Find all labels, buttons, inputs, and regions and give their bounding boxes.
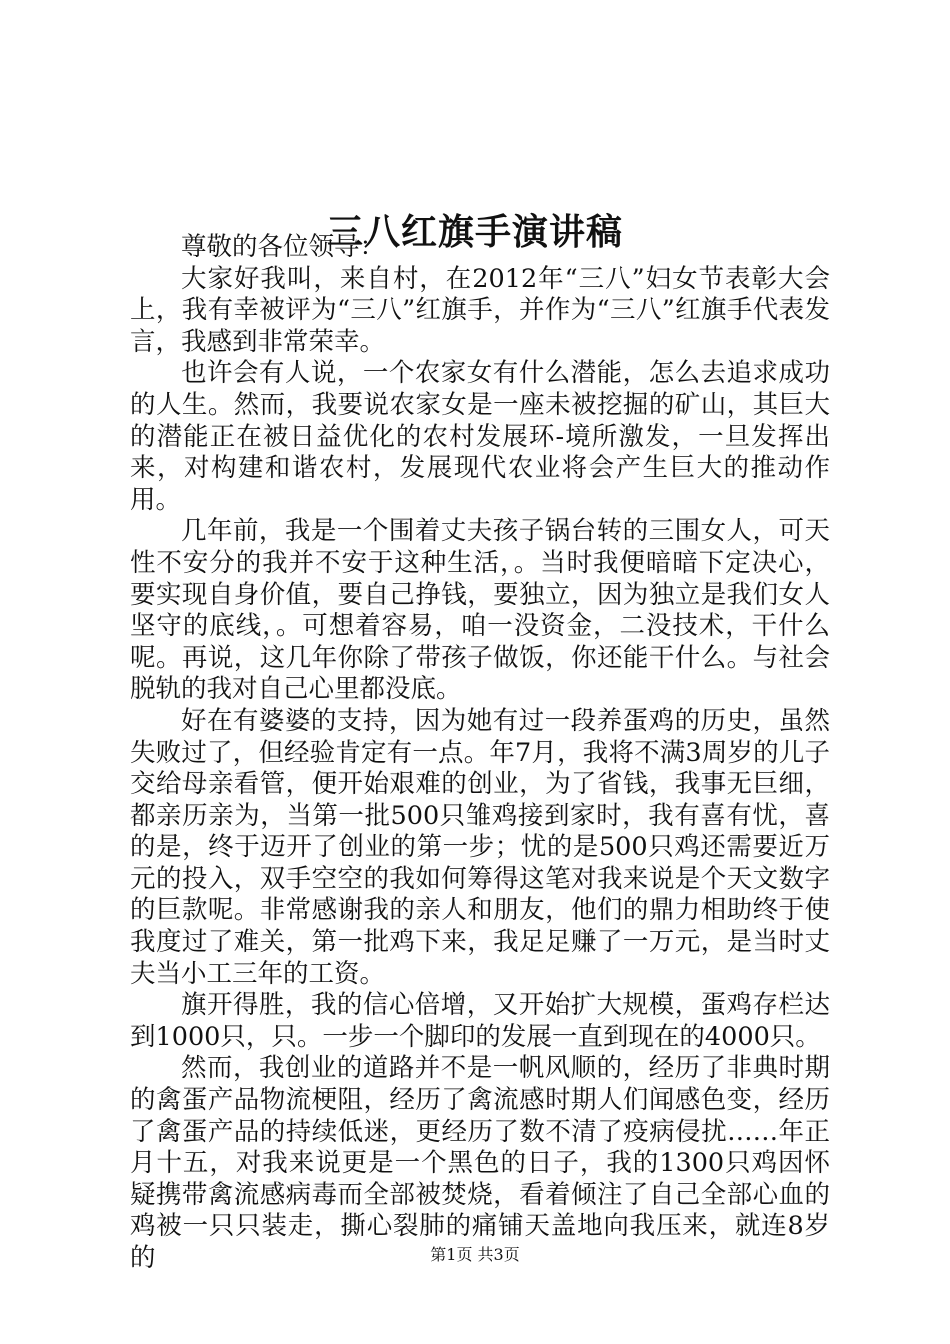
salutation: 尊敬的各位领导： [181, 232, 386, 262]
paragraph: 然而，我创业的道路并不是一帆风顺的，经历了非典时期的禽蛋产品物流梗阻，经历了禽流感时期人们闻感色变，经历了禽蛋产品的持续低迷，更经历了数不清了疫病侵扰……年正月十五，对我来说更是一个黑色的日子，我的1300只鸡因怀疑携带禽流感病毒而全部被焚烧，看着倾注了自己全部心血的鸡被一只只装走，撕心裂肺的痛铺天盖地向我压来，就连8岁的 [130, 1053, 830, 1273]
paragraph: 好在有婆婆的支持，因为她有过一段养蛋鸡的历史，虽然失败过了，但经验肯定有一点。年7月，我将不满3周岁的儿子交给母亲看管，便开始艰难的创业，为了省钱，我事无巨细，都亲历亲为，当第一批500只雏鸡接到家时，我有喜有忧，喜的是，终于迈开了创业的第一步；忧的是500只鸡还需要近万元的投入，双手空空的我如何筹得这笔对我来说是个天文数字的巨款呢。非常感谢我的亲人和朋友，他们的鼎力相助终于使我度过了难关，第一批鸡下来，我足足赚了一万元，是当时丈夫当小工三年的工资。 [130, 705, 830, 989]
paragraph: 大家好我叫，来自村，在2012年“三八”妇女节表彰大会上，我有幸被评为“三八”红旗手，并作为“三八”红旗手代表发言，我感到非常荣幸。 [130, 263, 830, 357]
paragraph: 也许会有人说，一个农家女有什么潜能，怎么去追求成功的人生。然而，我要说农家女是一座未被挖掘的矿山，其巨大的潜能正在被日益优化的农村发展环-境所激发，一旦发挥出来，对构建和谐农村，发展现代农业将会产生巨大的推动作用。 [130, 358, 830, 515]
document-title: 三八红旗手演讲稿 [326, 211, 623, 254]
page-footer: 第1页 共3页 [430, 1245, 520, 1264]
paragraph: 几年前，我是一个围着丈夫孩子锅台转的三围女人，可天性不安分的我并不安于这种生活，。当时我便暗暗下定决心，要实现自身价值，要自己挣钱，要独立，因为独立是我们女人坚守的底线，。可想着容易，咱一没资金，二没技术，干什么呢。再说，这几年你除了带孩子做饭，你还能干什么。与社会脱轨的我对自己心里都没底。 [130, 516, 830, 705]
document-body [130, 232, 830, 1275]
paragraph: 旗开得胜，我的信心倍增，又开始扩大规模，蛋鸡存栏达到1000只，只。一步一个脚印的发展一直到现在的4000只。 [130, 990, 830, 1052]
